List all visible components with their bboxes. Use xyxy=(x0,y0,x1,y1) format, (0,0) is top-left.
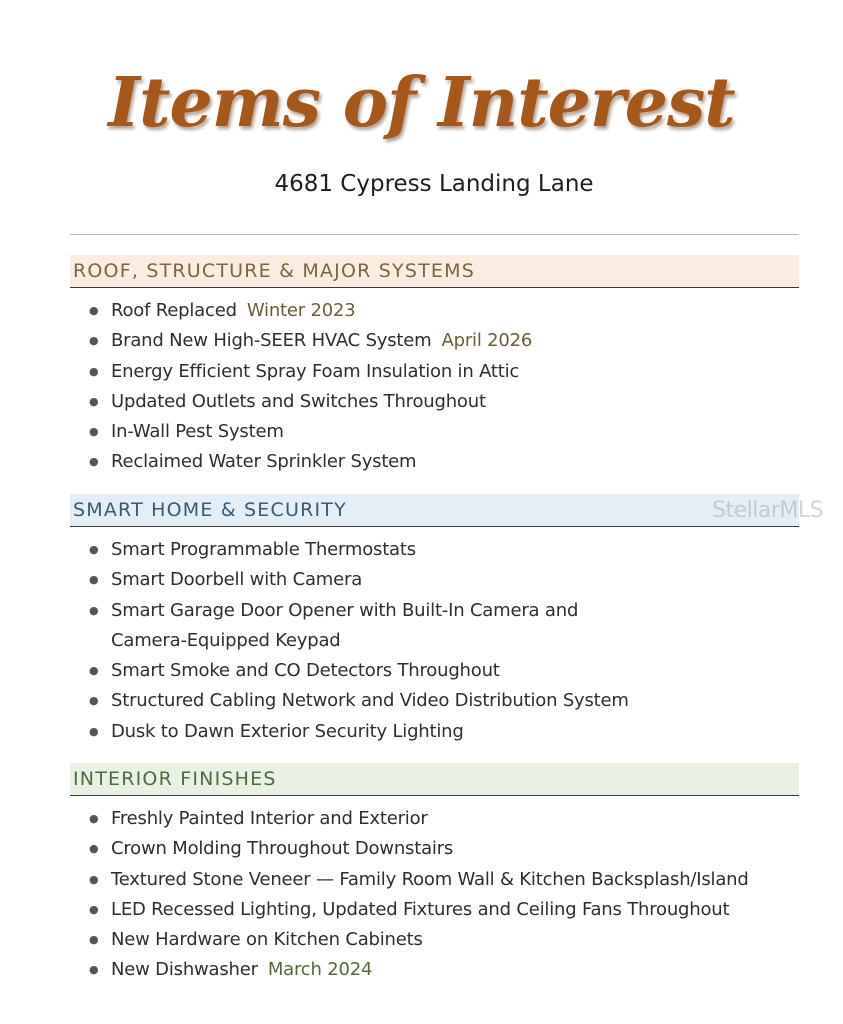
item-date: April 2026 xyxy=(441,330,533,352)
section-roof-structure-systems xyxy=(70,255,799,478)
bullet-icon: ● xyxy=(89,872,99,886)
list-item xyxy=(70,865,799,895)
item-list xyxy=(70,804,799,986)
item-text: Smart Smoke and CO Detectors Throughout xyxy=(111,660,500,682)
item-list xyxy=(70,296,799,478)
item-text: New Dishwasher xyxy=(111,959,258,981)
list-item xyxy=(70,417,799,447)
item-text: Dusk to Dawn Exterior Security Lighting xyxy=(111,720,464,742)
bullet-icon: ● xyxy=(89,543,99,556)
list-item xyxy=(70,357,799,387)
list-item xyxy=(70,955,799,985)
bullet-icon: ● xyxy=(89,455,99,469)
item-list xyxy=(70,535,799,747)
item-text: Crown Molding Throughout Downstairs xyxy=(111,838,454,860)
bullet-icon: ● xyxy=(89,334,99,348)
bullet-icon: ● xyxy=(89,394,99,408)
item-text: Smart Garage Door Opener with Built-In Camera and xyxy=(111,599,579,621)
bullet-icon: ● xyxy=(89,963,99,977)
bullet-icon: ● xyxy=(89,573,99,587)
list-item xyxy=(70,596,799,657)
bullet-icon: ● xyxy=(89,364,99,378)
list-item xyxy=(70,686,799,716)
bullet-icon: ● xyxy=(89,694,99,708)
item-text: Roof Replaced xyxy=(111,300,237,321)
bullet-icon: ● xyxy=(89,603,99,617)
item-text: Updated Outlets and Switches Throughout xyxy=(111,390,486,412)
item-text: LED Recessed Lighting, Updated Fixtures and Ceiling Fans Throughout xyxy=(111,898,730,920)
list-item xyxy=(70,895,799,925)
section-heading: ROOF, STRUCTURE & MAJOR SYSTEMS xyxy=(70,255,799,288)
bullet-icon: ● xyxy=(89,304,99,317)
bullet-icon: ● xyxy=(89,842,99,856)
bullet-icon: ● xyxy=(89,902,99,916)
item-text: Smart Programmable Thermostats xyxy=(111,539,416,560)
list-item xyxy=(70,535,799,565)
item-text: Energy Efficient Spray Foam Insulation in Attic xyxy=(111,360,520,382)
bullet-icon: ● xyxy=(89,425,99,439)
property-address: 4681 Cypress Landing Lane xyxy=(274,171,594,197)
header-divider xyxy=(70,234,799,235)
section-interior-finishes xyxy=(70,763,799,986)
list-item xyxy=(70,717,799,747)
list-item xyxy=(70,565,799,595)
section-smart-home-security xyxy=(70,494,799,747)
bullet-icon: ● xyxy=(89,724,99,738)
item-text-continuation: Camera-Equipped Keypad xyxy=(111,629,341,651)
item-text: Freshly Painted Interior and Exterior xyxy=(111,808,428,829)
item-text: New Hardware on Kitchen Cabinets xyxy=(111,929,423,951)
item-date: March 2024 xyxy=(267,959,373,981)
mls-watermark: StellarMLS xyxy=(712,498,824,523)
list-item xyxy=(70,925,799,955)
list-item xyxy=(70,834,799,864)
list-item xyxy=(70,296,799,326)
item-text: Reclaimed Water Sprinkler System xyxy=(111,451,417,473)
list-item xyxy=(70,804,799,834)
document-title: Items of Interest xyxy=(108,63,735,143)
item-text: In-Wall Pest System xyxy=(111,421,284,443)
section-heading: SMART HOME & SECURITY xyxy=(70,494,799,527)
item-date: Winter 2023 xyxy=(246,300,356,321)
bullet-icon: ● xyxy=(89,664,99,678)
bullet-icon: ● xyxy=(89,933,99,947)
list-item xyxy=(70,656,799,686)
item-text: Brand New High-SEER HVAC System xyxy=(111,330,432,352)
item-text: Textured Stone Veneer — Family Room Wall & Kitchen Backsplash/Island xyxy=(111,868,749,890)
bullet-icon: ● xyxy=(89,812,99,825)
item-text: Structured Cabling Network and Video Distribution System xyxy=(111,690,629,712)
list-item xyxy=(70,387,799,417)
list-item xyxy=(70,326,799,356)
list-item xyxy=(70,447,799,477)
section-heading: INTERIOR FINISHES xyxy=(70,763,799,796)
item-text: Smart Doorbell with Camera xyxy=(111,569,363,591)
